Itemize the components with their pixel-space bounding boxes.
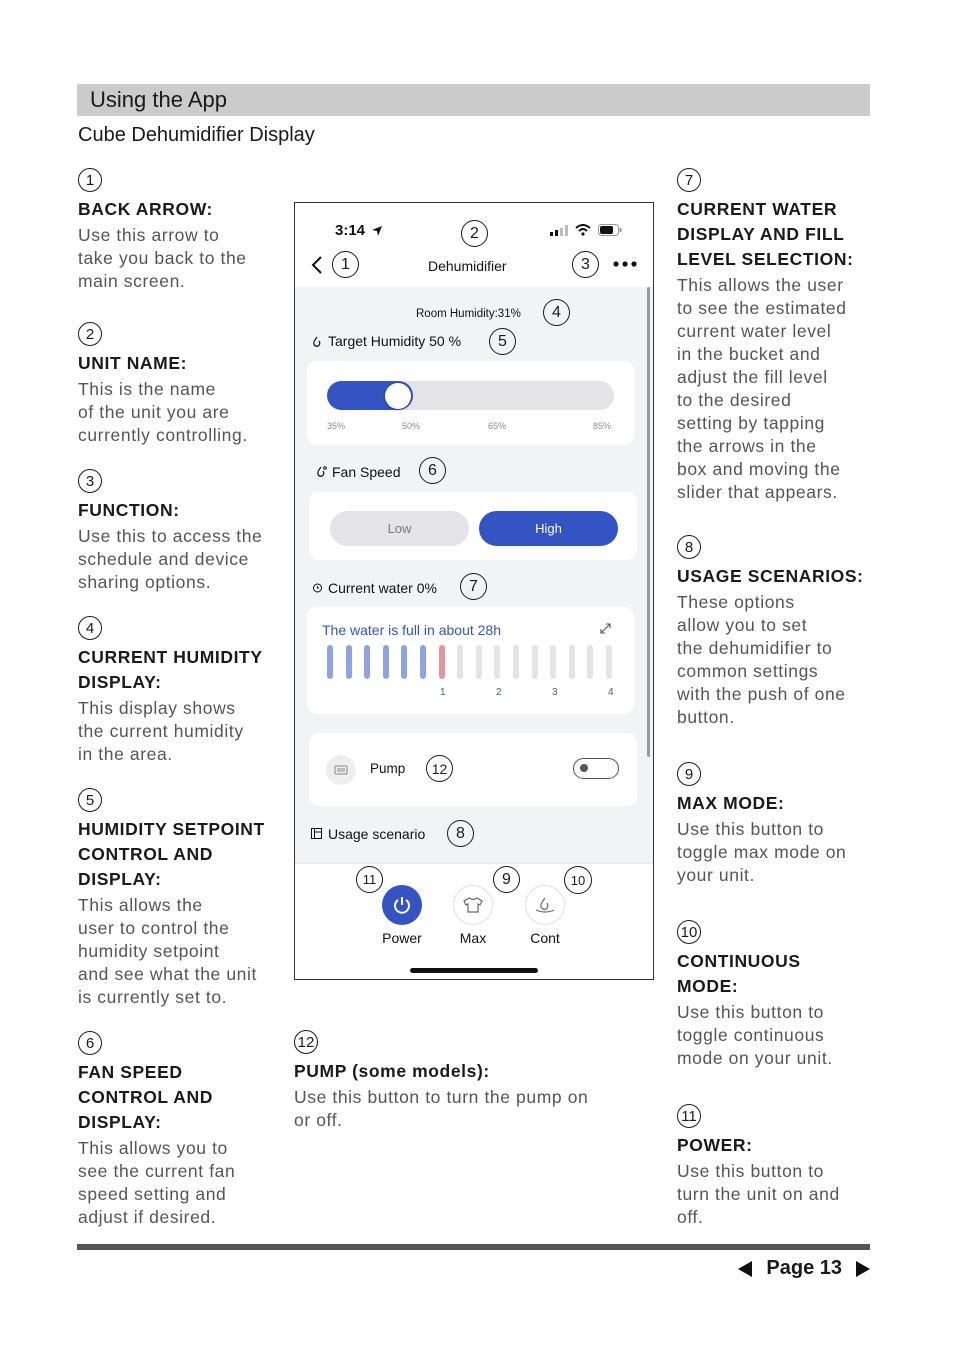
water-level-card[interactable]: [307, 607, 634, 714]
callout-number: 5: [78, 788, 102, 812]
water-level-bar[interactable]: [383, 645, 389, 679]
water-level-bar[interactable]: [587, 645, 593, 679]
water-level-bar[interactable]: [569, 645, 575, 679]
callout-11: 11: [356, 866, 383, 893]
signal-icon: [550, 225, 568, 236]
item-5-humidity-setpoint: [78, 788, 265, 1009]
water-level-bar[interactable]: [606, 645, 612, 679]
item-body: Use this button to toggle max mode on your unit.: [677, 819, 847, 885]
pump-toggle[interactable]: [573, 758, 619, 779]
battery-icon: [598, 224, 622, 236]
wifi-icon: [575, 224, 591, 236]
item-heading: CONTINUOUS MODE:: [677, 951, 801, 996]
item-body: This is the name of the unit you are currently controlling.: [78, 379, 248, 445]
section-title: Using the App: [90, 87, 227, 112]
device-title: Dehumidifier: [428, 258, 507, 274]
item-1-back-arrow: [78, 168, 247, 293]
callout-number: 10: [677, 920, 701, 944]
callout-number: 4: [78, 616, 102, 640]
callout-number: 8: [677, 535, 701, 559]
target-humidity-label: Target Humidity 50 %: [328, 333, 462, 349]
item-heading: POWER:: [677, 1135, 753, 1155]
item-9-max-mode: [677, 762, 846, 887]
water-level-bar[interactable]: [494, 645, 500, 679]
callout-number: 6: [78, 1031, 102, 1055]
max-label: Max: [459, 930, 487, 946]
item-body: Use this button to turn the unit on and off.: [677, 1161, 840, 1227]
pump-card: [309, 733, 637, 806]
item-heading: BACK ARROW:: [78, 199, 213, 219]
item-body: This allows the user to control the humidity setpoint and see what the unit is currently set to.: [78, 895, 257, 1007]
continuous-mode-button[interactable]: [525, 885, 565, 925]
item-heading: CURRENT WATER DISPLAY AND FILL LEVEL SELECTION:: [677, 199, 854, 269]
cont-label: Cont: [530, 930, 560, 946]
next-page-arrow-icon[interactable]: [856, 1261, 870, 1277]
callout-number: 12: [294, 1030, 318, 1054]
water-level-bar[interactable]: [420, 645, 426, 679]
water-level-bar[interactable]: [476, 645, 482, 679]
item-body: This display shows the current humidity in the area.: [78, 698, 244, 764]
page-navigation: [738, 1257, 870, 1280]
item-heading: FUNCTION:: [78, 500, 180, 520]
item-body: Use this button to turn the pump on or off.: [294, 1087, 589, 1130]
pump-icon: [326, 755, 356, 785]
water-level-bar[interactable]: [327, 645, 333, 679]
power-icon: [392, 895, 412, 915]
item-heading: UNIT NAME:: [78, 353, 188, 373]
max-shirt-icon: [462, 896, 484, 914]
item-heading: CURRENT HUMIDITY DISPLAY:: [78, 647, 263, 692]
callout-5: 5: [489, 328, 516, 355]
alarm-clock-icon: [312, 582, 323, 593]
expand-icon[interactable]: [600, 623, 611, 634]
usage-scenario-label: Usage scenario: [328, 826, 426, 842]
power-label: Power: [382, 930, 422, 946]
water-level-bar[interactable]: [401, 645, 407, 679]
slider-tick-label: 65%: [488, 421, 507, 431]
item-heading: HUMIDITY SETPOINT CONTROL AND DISPLAY:: [78, 819, 265, 889]
page-subtitle: Cube Dehumidifier Display: [78, 124, 315, 146]
callout-2: 2: [461, 220, 488, 247]
callout-12: 12: [426, 755, 453, 782]
water-level-bar[interactable]: [532, 645, 538, 679]
item-heading: FAN SPEED CONTROL AND DISPLAY:: [78, 1062, 213, 1132]
max-mode-button[interactable]: [453, 885, 493, 925]
water-level-label: 1: [440, 687, 446, 698]
fan-icon: [316, 466, 327, 478]
humidity-drop-icon: [312, 336, 322, 348]
continuous-drop-icon: [534, 896, 556, 914]
item-body: These options allow you to set the dehumidifier to common settings with the push of one button.: [677, 592, 846, 727]
water-level-bar[interactable]: [364, 645, 370, 679]
item-11-power: [677, 1104, 840, 1229]
footer-rule: [77, 1244, 870, 1250]
room-humidity-readout: Room Humidity:31%: [416, 308, 521, 320]
water-level-bar[interactable]: [346, 645, 352, 679]
water-level-label: 3: [552, 687, 558, 698]
water-level-bar[interactable]: [550, 645, 556, 679]
water-level-label: 4: [608, 687, 614, 698]
fan-high-button[interactable]: High: [479, 511, 618, 546]
water-level-label: 2: [496, 687, 502, 698]
callout-number: 11: [677, 1104, 701, 1128]
item-12-pump: [294, 1030, 644, 1132]
pump-toggle-knob: [580, 764, 588, 772]
item-2-unit-name: [78, 322, 248, 447]
callout-1: 1: [332, 251, 359, 278]
app-screenshot: [294, 202, 654, 980]
home-indicator: [410, 968, 538, 973]
callout-9: 9: [493, 866, 520, 893]
callout-number: 7: [677, 168, 701, 192]
item-heading: MAX MODE:: [677, 793, 785, 813]
callout-number: 9: [677, 762, 701, 786]
item-body: This allows the user to see the estimated current water level in the bucket and adjust the fill level to the desired setting by tapping the arrows in the box and moving the slider that appears.: [677, 275, 847, 502]
callout-number: 2: [78, 322, 102, 346]
mode-bar: [295, 863, 653, 980]
power-button[interactable]: [382, 885, 422, 925]
more-options-icon[interactable]: [613, 261, 637, 267]
back-arrow-icon[interactable]: [311, 256, 323, 274]
water-level-bar[interactable]: [513, 645, 519, 679]
item-body: Use this button to toggle continuous mode on your unit.: [677, 1002, 833, 1068]
item-heading: USAGE SCENARIOS:: [677, 566, 864, 586]
location-arrow-icon: [371, 225, 383, 237]
callout-4: 4: [543, 299, 570, 326]
current-water-label: Current water 0%: [328, 580, 437, 596]
pump-label: Pump: [370, 761, 406, 776]
fan-speed-card: [309, 492, 637, 560]
callout-6: 6: [419, 457, 446, 484]
humidity-slider-card: [307, 361, 634, 445]
status-time: 3:14: [335, 222, 366, 239]
water-level-bar[interactable]: [439, 645, 445, 679]
previous-page-arrow-icon[interactable]: [738, 1261, 752, 1277]
scrollbar[interactable]: [647, 287, 650, 757]
item-heading: PUMP (some models):: [294, 1061, 490, 1081]
page-number: Page 13: [766, 1257, 842, 1279]
water-level-bar[interactable]: [457, 645, 463, 679]
slider-tick-label: 85%: [593, 421, 612, 431]
usage-scenario-icon: [311, 828, 322, 839]
app-main-area: [295, 287, 653, 863]
fan-low-button[interactable]: Low: [330, 511, 469, 546]
app-top-bar: [295, 203, 653, 287]
water-full-estimate: The water is full in about 28h: [322, 622, 501, 638]
callout-3: 3: [572, 251, 599, 278]
callout-10: 10: [564, 866, 592, 894]
slider-tick-label: 35%: [327, 421, 346, 431]
fan-speed-label: Fan Speed: [332, 464, 401, 480]
callout-number: 1: [78, 168, 102, 192]
humidity-slider-thumb[interactable]: [385, 383, 411, 409]
slider-tick-label: 50%: [402, 421, 421, 431]
item-4-current-humidity: [78, 616, 263, 766]
callout-number: 3: [78, 469, 102, 493]
item-6-fan-speed: [78, 1031, 235, 1229]
callout-7: 7: [460, 573, 487, 600]
section-header-bar: [77, 84, 870, 116]
item-10-continuous-mode: [677, 920, 833, 1070]
item-8-usage-scenarios: [677, 535, 864, 729]
callout-8: 8: [447, 820, 474, 847]
item-body: This allows you to see the current fan speed setting and adjust if desired.: [78, 1138, 236, 1227]
item-7-current-water: [677, 168, 854, 504]
item-body: Use this arrow to take you back to the main screen.: [78, 225, 247, 291]
item-3-function: [78, 469, 262, 594]
item-body: Use this to access the schedule and device sharing options.: [78, 526, 263, 592]
